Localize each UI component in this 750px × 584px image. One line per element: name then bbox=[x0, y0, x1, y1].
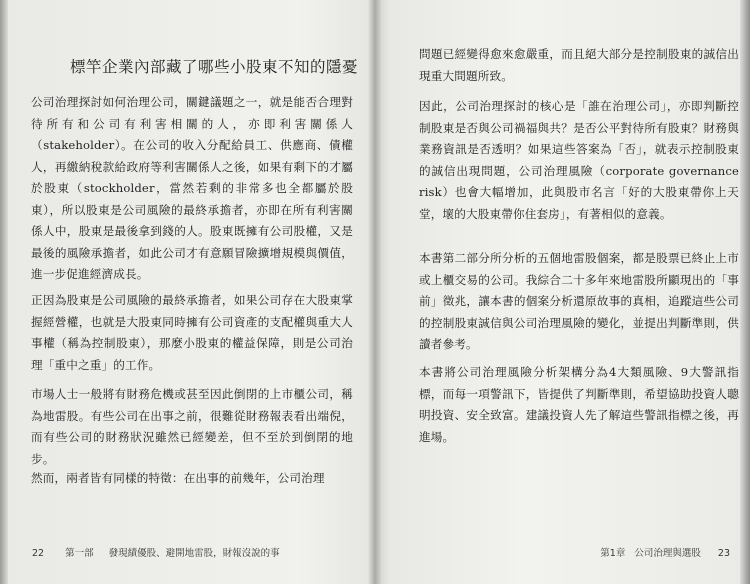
right-page-edge bbox=[740, 0, 750, 584]
left-page-edge bbox=[0, 0, 8, 584]
book-gutter bbox=[368, 0, 382, 584]
part-label: 第一部 bbox=[65, 548, 94, 559]
left-page bbox=[10, 0, 365, 584]
left-page-footer bbox=[32, 545, 280, 559]
left-paragraph-3: 市場人士一般將有財務危機或甚至因此倒閉的上市櫃公司，稱為地雷股。有些公司在出事之前，很難從財務報表看出端倪，而有些公司的財務狀況雖然已經變差，但不至於到倒閉的地步。 bbox=[31, 387, 353, 466]
left-paragraph-1: 公司治理探討如何治理公司，關鍵議題之一，就是能否合理對待所有和公司有利害相關的人，亦即利害關係人（stakeholder）。在公司的收入分配給員工、供應商、債權人，再繳納稅款給政府等利害關係人之後，如果有剩下的才屬於股東（stockholder，當然若剩的非常多也全都屬於股東），所以股東是公司風險的最終承擔者，亦即在所有利害關係人中，股東是最後拿到錢的人。股東既擁有公司股權，又是最後的風險承擔者，如此公司才有意願冒險擴增規模與價值，進一步促進經濟成長。 bbox=[31, 95, 353, 281]
right-paragraph-2: 因此，公司治理探討的核心是「誰在治理公司」，亦即判斷控制股東是否與公司禍福與共？是否公平對待所有股東？財務與業務資訊是否透明？如果這些答案為「否」，就表示控制股東的誠信出現問題，公司治理風險（corporate governance risk）也會大幅增加，此與股市名言「好的大股東帶你上天堂，壞的大股東帶你住套房」，有著相似的意義。 bbox=[419, 99, 739, 221]
left-paragraph-2: 正因為股東是公司風險的最終承擔者，如果公司存在大股東掌握經營權，也就是大股東同時擁有公司資產的支配權與重大人事權（稱為控制股東），那麼小股東的權益保障，則是公司治理「重中之重」的工作。 bbox=[31, 293, 353, 372]
right-paragraph-4: 本書將公司治理風險分析架構分為4大類風險、9大警訊指標，而每一項警訊下，皆提供了判斷準則，希望協助投資人聰明投資、安全致富。建議投資人先了解這些警訊指標之後，再進場。 bbox=[419, 365, 739, 444]
right-paragraph-3: 本書第二部分所分析的五個地雷股個案，都是股票已終止上市或上櫃交易的公司。我綜合二十多年來地雷股所顯現出的「事前」徵兆，讓本書的個案分析還原故事的真相，追蹤這些公司的控制股東誠信與公司治理風險的變化，並提出判斷準則，供讀者參考。 bbox=[419, 251, 739, 351]
right-page bbox=[385, 0, 740, 584]
chapter-title: 公司治理與選股 bbox=[634, 548, 701, 559]
left-page-number: 22 bbox=[32, 548, 45, 559]
part-title: 發現績優股、避開地雷股，財報沒說的事 bbox=[108, 548, 280, 559]
right-page-number: 23 bbox=[717, 548, 730, 559]
right-page-footer bbox=[600, 545, 730, 559]
section-title: 標竿企業內部藏了哪些小股東不知的隱憂 bbox=[70, 58, 359, 76]
left-paragraph-4: 然而，兩者皆有同樣的特徵：在出事的前幾年，公司治理 bbox=[31, 471, 325, 485]
right-paragraph-1: 問題已經變得愈來愈嚴重，而且絕大部分是控制股東的誠信出現重大問題所致。 bbox=[419, 47, 739, 83]
chapter-label: 第1章 bbox=[600, 548, 626, 559]
